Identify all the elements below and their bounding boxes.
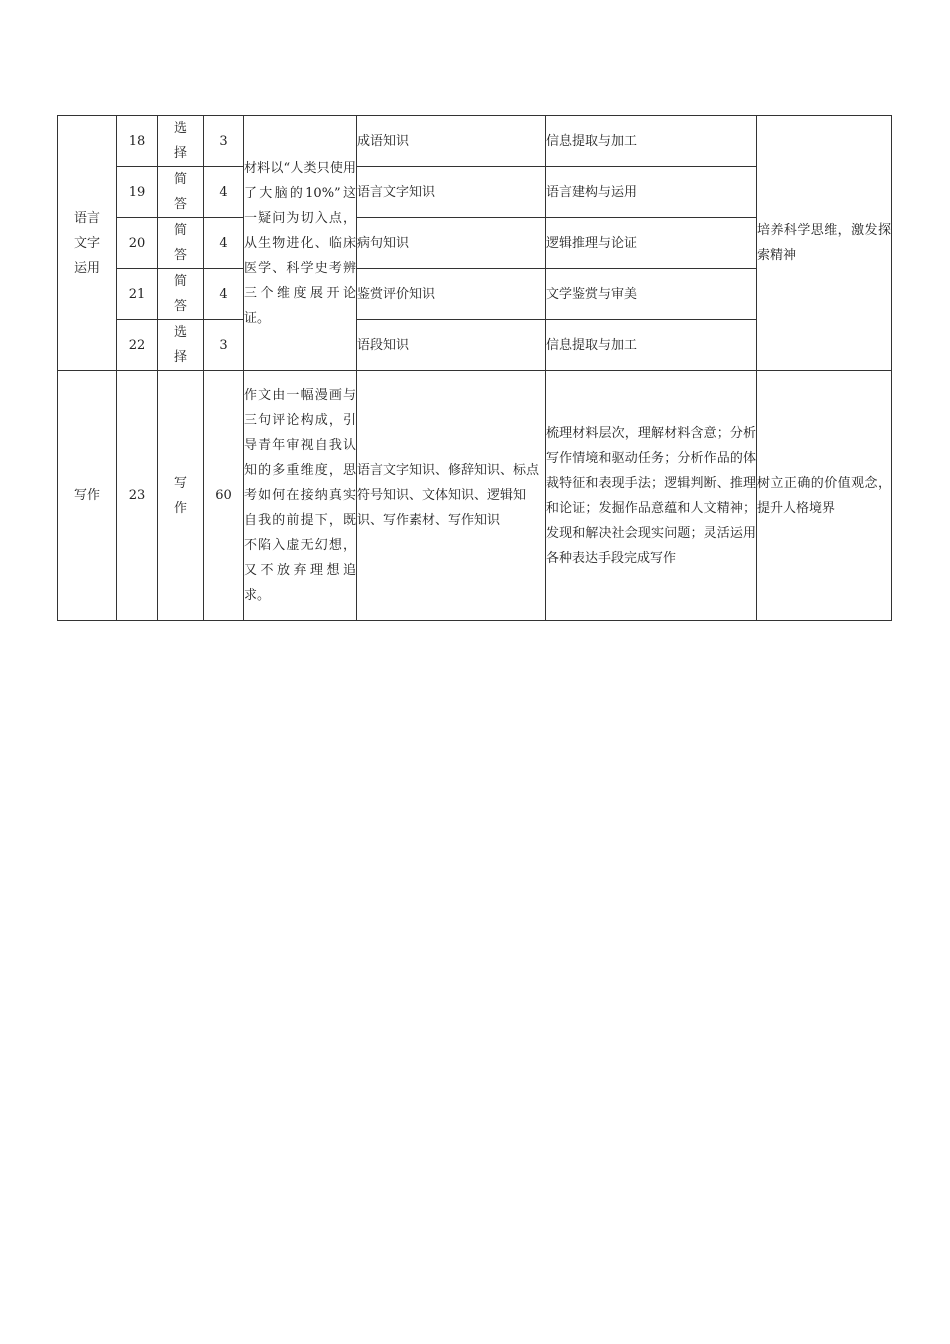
knowledge-cell: 病句知识 [357,218,546,269]
question-type: 写作 [158,371,204,621]
material-description: 材料以“人类只使用了大脑的10%”这一疑问为切入点，从生物进化、临床医学、科学史考辨三个维度展开论证。 [244,116,357,371]
question-points: 4 [204,269,244,320]
question-number: 23 [117,371,158,621]
knowledge-cell: 成语知识 [357,116,546,167]
question-type: 简答 [158,269,204,320]
question-points: 3 [204,320,244,371]
knowledge-cell: 语言文字知识、修辞知识、标点符号知识、文体知识、逻辑知识、写作素材、写作知识 [357,371,546,621]
knowledge-cell: 语言文字知识 [357,167,546,218]
question-number: 21 [117,269,158,320]
question-points: 4 [204,218,244,269]
goal-cell: 培养科学思维，激发探索精神 [757,116,892,371]
ability-cell: 梳理材料层次，理解材料含意；分析写作情境和驱动任务；分析作品的体裁特征和表现手法；逻辑判断、推理和论证；发掘作品意蕴和人文精神；发现和解决社会现实问题；灵活运用各种表达手段完成写作 [546,371,757,621]
ability-cell: 语言建构与运用 [546,167,757,218]
material-description: 作文由一幅漫画与三句评论构成，引导青年审视自我认知的多重维度，思考如何在接纳真实自我的前提下，既不陷入虚无幻想，又不放弃理想追求。 [244,371,357,621]
table-row [58,371,892,621]
section-name-cell: 写作 [58,371,117,621]
question-points: 4 [204,167,244,218]
ability-cell: 信息提取与加工 [546,116,757,167]
knowledge-cell: 鉴赏评价知识 [357,269,546,320]
question-type: 简答 [158,218,204,269]
knowledge-cell: 语段知识 [357,320,546,371]
section-name-cell: 语言 文字 运用 [58,116,117,371]
question-number: 20 [117,218,158,269]
ability-cell: 文学鉴赏与审美 [546,269,757,320]
goal-cell: 树立正确的价值观念，提升人格境界 [757,371,892,621]
question-type: 选择 [158,320,204,371]
table-row [58,116,892,167]
question-type: 选择 [158,116,204,167]
ability-cell: 信息提取与加工 [546,320,757,371]
ability-cell: 逻辑推理与论证 [546,218,757,269]
exam-spec-table [57,115,892,621]
question-number: 18 [117,116,158,167]
question-points: 3 [204,116,244,167]
question-number: 22 [117,320,158,371]
question-type: 简答 [158,167,204,218]
question-points: 60 [204,371,244,621]
question-number: 19 [117,167,158,218]
